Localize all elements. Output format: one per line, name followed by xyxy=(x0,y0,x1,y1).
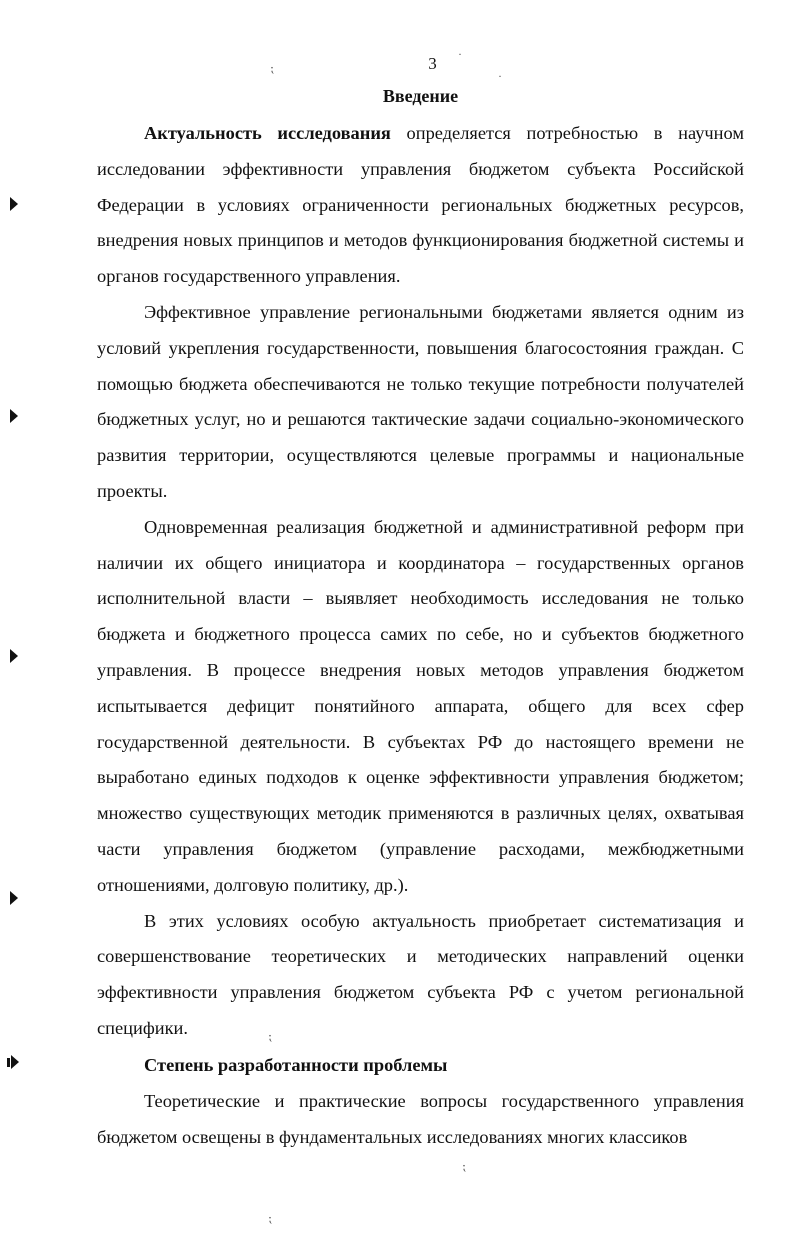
scan-speck-icon: ⁏ xyxy=(462,1159,467,1173)
scan-speck-icon: · xyxy=(498,69,502,83)
paragraph-reforms: Одновременная реализация бюджетной и административной реформ при наличии их общего инициатора и координатора – государственных органов исполнительной власти – выявляет необходимость исследования не только бюджета и бюджетного процесса самих по себе, но и субъектов бюджетного управления. В процессе внедрения новых методов управления бюджетом испытывается дефицит понятийного аппарата, общего для всех сфер государственной деятельности. В субъектах РФ до настоящего времени не выработано единых подходов к оценке эффективности управления бюджетом; множество существующих методик применяются в различных целях, охватывая части управления бюджетом (управление расходами, межбюджетными отношениями, долговую политику, др.). xyxy=(97,516,744,895)
binding-hole-mark-icon xyxy=(9,648,19,664)
page-number: 3 xyxy=(428,54,437,73)
section-heading-introduction: Введение xyxy=(382,86,459,106)
paragraph-development: Теоретические и практические вопросы государственного управления бюджетом освещены в фундаментальных исследованиях многих классиков xyxy=(97,1090,744,1147)
introduction-body xyxy=(97,116,744,1047)
paragraph-relevance xyxy=(97,116,744,295)
scan-speck-icon: ⁏ xyxy=(270,61,275,75)
development-section xyxy=(97,1048,744,1155)
scan-speck-icon: ⁏ xyxy=(268,1211,273,1225)
scan-speck-icon: ⁏ xyxy=(268,1029,273,1043)
paragraph-conditions: В этих условиях особую актуальность приобретает систематизация и совершенствование теоретических и методических направлений оценки эффективности управления бюджетом субъекта РФ с учетом региональной специфики. xyxy=(97,910,744,1038)
binding-hole-mark-icon xyxy=(9,408,19,424)
scan-speck-icon: · xyxy=(458,47,462,61)
binding-hole-mark-icon xyxy=(9,196,19,212)
binding-hole-mark-icon xyxy=(6,1054,20,1070)
paragraph-text: определяется потребностью в научном исследовании эффективности управления бюджетом субъекта Российской Федерации в условиях ограниченности региональных бюджетных ресурсов, внедрения новых принципов и методов функционирования бюджетной системы и органов государственного управления. xyxy=(97,123,744,287)
paragraph-effective-management: Эффективное управление региональными бюджетами является одним из условий укрепления государственности, повышения благосостояния граждан. С помощью бюджета обеспечиваются не только текущие потребности получателей бюджетных услуг, но и решаются тактические задачи социально-экономического развития территории, осуществляются целевые программы и национальные проекты. xyxy=(97,301,744,501)
paragraph-lead: Актуальность исследования xyxy=(144,123,391,143)
section-title-development: Степень разработанности проблемы xyxy=(144,1055,448,1075)
binding-hole-mark-icon xyxy=(9,890,19,906)
